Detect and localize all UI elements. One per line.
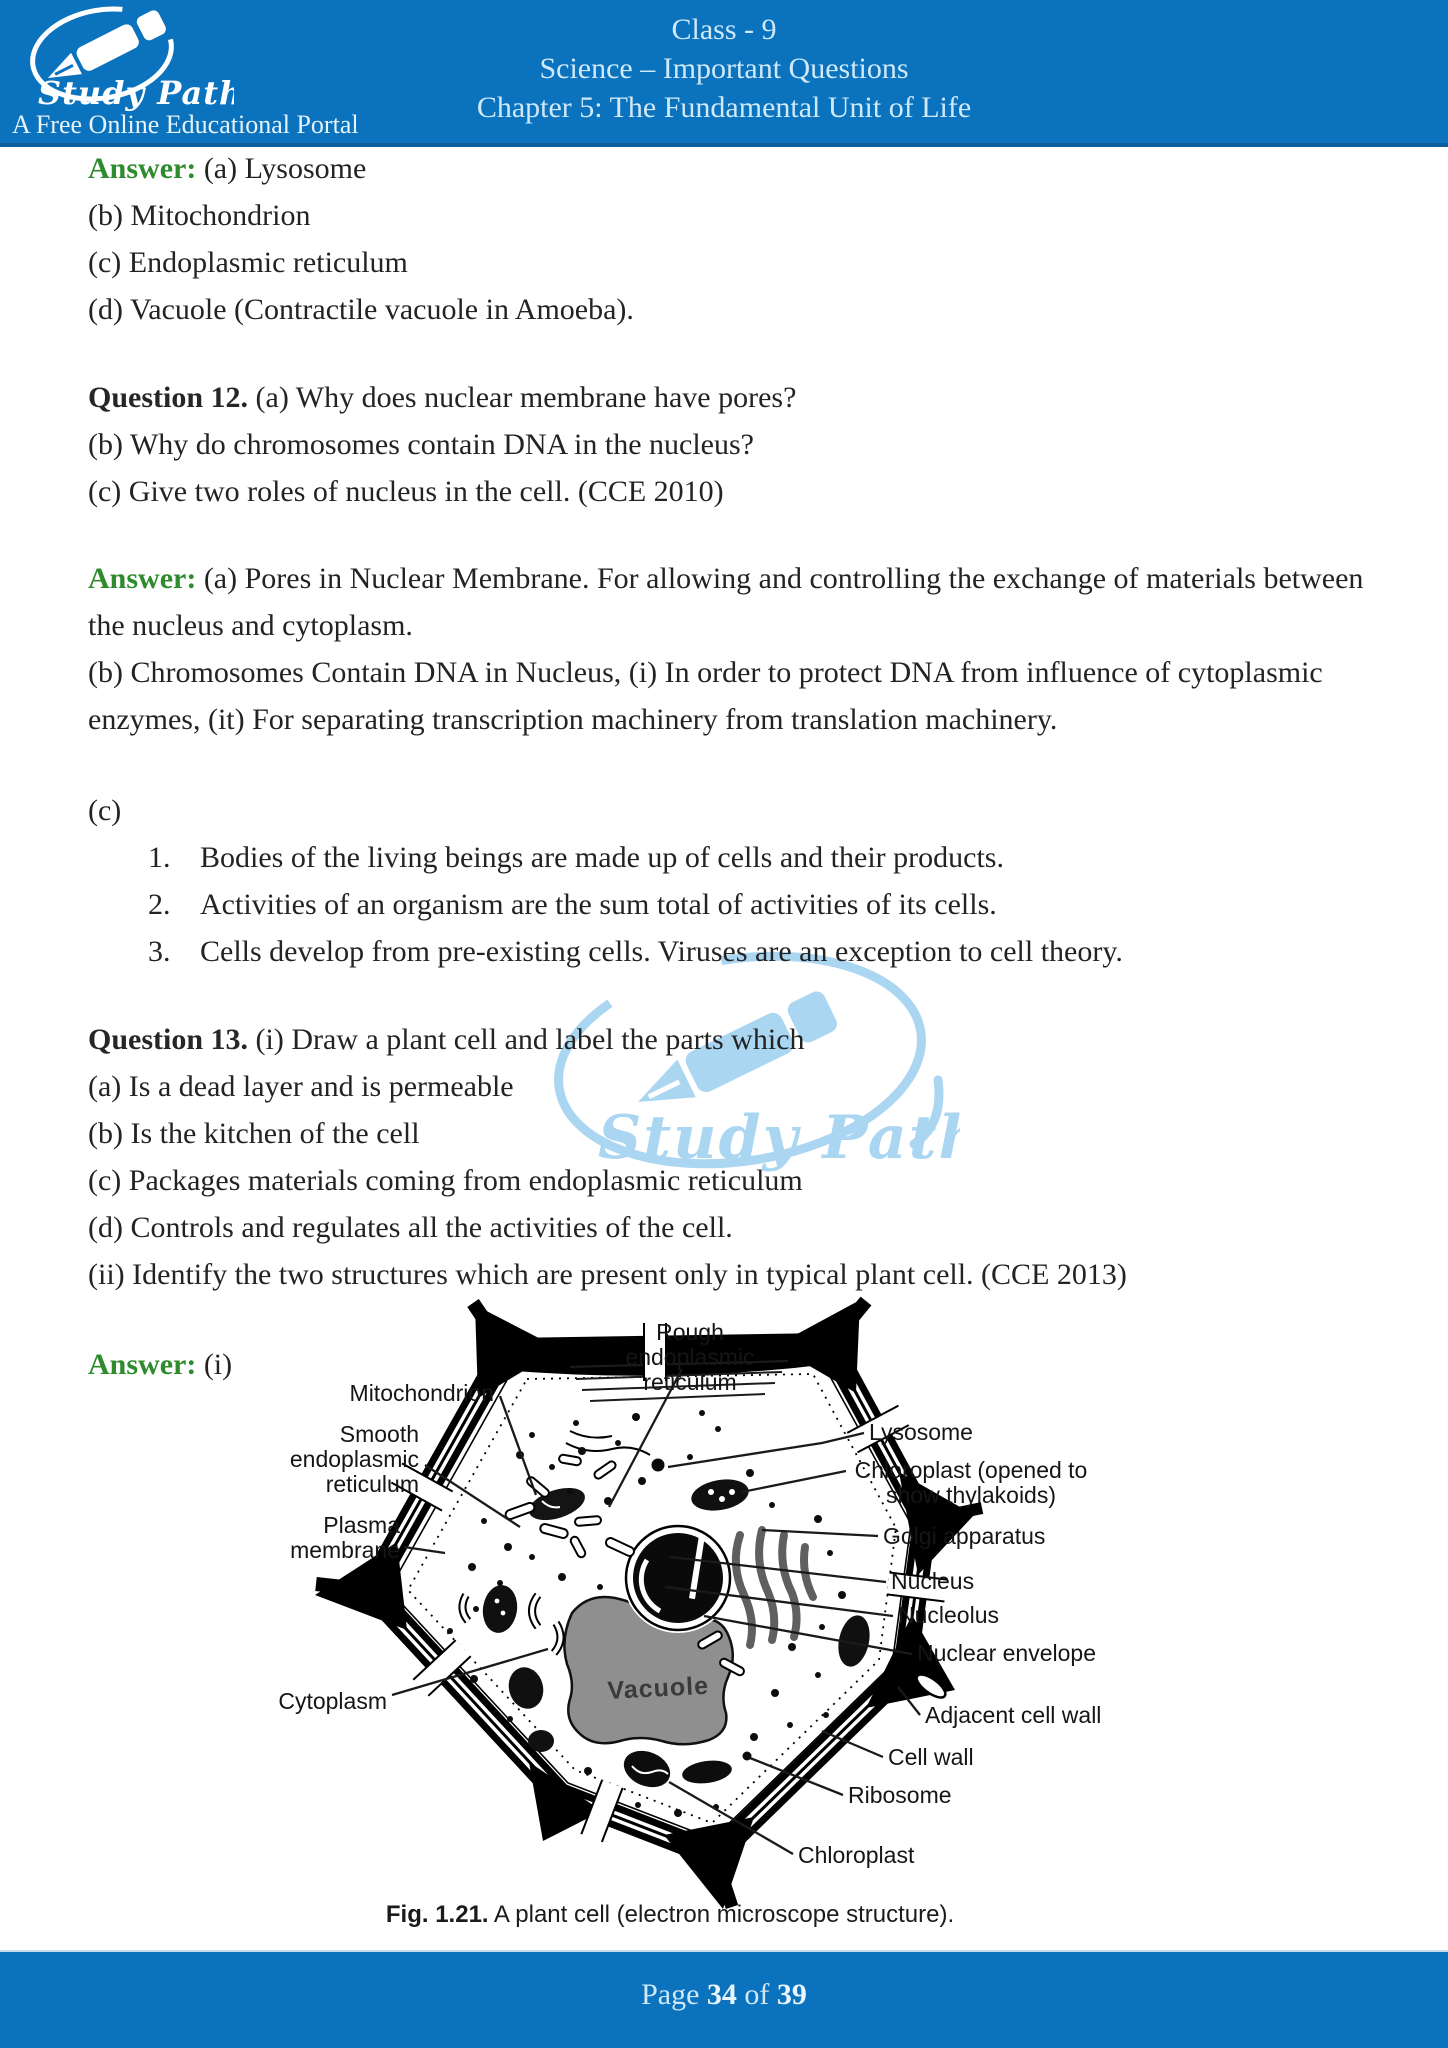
figure-caption-text: A plant cell (electron microscope structure). bbox=[488, 1901, 955, 1928]
answer-13 bbox=[88, 1341, 232, 1388]
list-item: Bodies of the living beings are made up of cells and their products. bbox=[200, 841, 1004, 874]
label-line: Plasma bbox=[323, 1512, 400, 1538]
answer-11 bbox=[88, 145, 366, 192]
header-band bbox=[0, 0, 1448, 147]
label-line: reticulum bbox=[643, 1369, 737, 1395]
label-ribosome: Ribosome bbox=[848, 1782, 952, 1808]
answer-13i: (i) bbox=[196, 1348, 233, 1381]
label-plasma-membrane bbox=[290, 1513, 400, 1563]
answer-12a bbox=[88, 555, 1373, 649]
page-number bbox=[0, 1978, 1448, 2012]
label-line: reticulum bbox=[325, 1471, 419, 1497]
page-total: 39 bbox=[776, 1978, 807, 2011]
question-13ii: (ii) Identify the two structures which are present only in typical plant cell. (CCE 2013) bbox=[88, 1258, 1127, 1291]
plant-cell-figure bbox=[270, 1295, 1150, 1945]
label-rough-er bbox=[590, 1320, 790, 1395]
header-chapter-line: Chapter 5: The Fundamental Unit of Life bbox=[476, 91, 972, 124]
question-13i: (i) Draw a plant cell and label the parts which bbox=[248, 1023, 805, 1056]
label-nucleus: Nucleus bbox=[891, 1568, 975, 1594]
question-13a: (a) Is a dead layer and is permeable bbox=[88, 1070, 514, 1103]
answer-11c: (c) Endoplasmic reticulum bbox=[88, 246, 408, 279]
question-13d: (d) Controls and regulates all the activities of the cell. bbox=[88, 1211, 733, 1244]
question-13 bbox=[88, 1016, 804, 1063]
answer-12a-text: (a) Pores in Nuclear Membrane. For allowing and controlling the exchange of materials between the nucleus and cytoplasm. bbox=[88, 562, 1364, 642]
footer-band bbox=[0, 1950, 1448, 2048]
header-titles bbox=[0, 10, 1448, 127]
answer-11b: (b) Mitochondrion bbox=[88, 199, 311, 232]
label-adjacent-cell-wall: Adjacent cell wall bbox=[925, 1702, 1102, 1728]
label-line: Rough endoplasmic bbox=[625, 1319, 755, 1370]
label-smooth-er bbox=[290, 1422, 419, 1497]
watermark-script: Study Path bbox=[598, 1103, 960, 1173]
label-nuclear-envelope: Nuclear envelope bbox=[917, 1640, 1097, 1666]
label-chloroplast-opened bbox=[848, 1458, 1094, 1508]
nucleus-shape bbox=[623, 1523, 733, 1633]
label-line: membrane bbox=[290, 1537, 400, 1563]
label-line: Smooth bbox=[339, 1421, 419, 1447]
question-12c: (c) Give two roles of nucleus in the cell. (CCE 2010) bbox=[88, 475, 724, 508]
answer-label: Answer: bbox=[88, 562, 197, 595]
question-13b: (b) Is the kitchen of the cell bbox=[88, 1117, 420, 1150]
vacuole-label: Vacuole bbox=[606, 1671, 710, 1705]
list-item-number: 1. bbox=[148, 841, 171, 874]
page-current: 34 bbox=[706, 1978, 737, 2011]
answer-label: Answer: bbox=[88, 1348, 197, 1381]
figure-number: Fig. 1.21. bbox=[385, 1901, 489, 1928]
question-13c: (c) Packages materials coming from endoplasmic reticulum bbox=[88, 1164, 803, 1197]
answer-label: Answer: bbox=[88, 152, 197, 185]
label-cytoplasm: Cytoplasm bbox=[278, 1688, 387, 1714]
label-line: endoplasmic bbox=[289, 1446, 419, 1472]
label-chloroplast: Chloroplast bbox=[798, 1842, 915, 1868]
question-12 bbox=[88, 374, 796, 421]
label-cell-wall: Cell wall bbox=[888, 1744, 974, 1770]
answer-11a: (a) Lysosome bbox=[196, 152, 367, 185]
list-item: Cells develop from pre-existing cells. Viruses are an exception to cell theory. bbox=[200, 935, 1123, 968]
list-item-number: 3. bbox=[148, 935, 171, 968]
figure-caption bbox=[290, 1901, 1050, 1929]
label-line: Chloroplast (opened to bbox=[854, 1457, 1088, 1483]
question-12-label: Question 12. bbox=[88, 381, 249, 414]
list-item: Activities of an organism are the sum total of activities of its cells. bbox=[200, 888, 997, 921]
lysosome-shape bbox=[652, 1459, 665, 1472]
brand-tagline: A Free Online Educational Portal bbox=[12, 110, 359, 139]
answer-12b: (b) Chromosomes Contain DNA in Nucleus, (i) In order to protect DNA from influence of cytoplasmic enzymes, (it) For separating transcription machinery from translation machinery. bbox=[88, 656, 1323, 736]
header-subject-line: Science – Important Questions bbox=[539, 52, 909, 85]
answer-11d: (d) Vacuole (Contractile vacuole in Amoeba). bbox=[88, 293, 634, 326]
label-nucleolus: Nucleolus bbox=[898, 1602, 999, 1628]
label-golgi: Golgi apparatus bbox=[883, 1523, 1046, 1549]
brand-script: Study Path bbox=[38, 74, 234, 112]
list-item-number: 2. bbox=[148, 888, 171, 921]
question-13-label: Question 13. bbox=[88, 1023, 249, 1056]
question-12b: (b) Why do chromosomes contain DNA in the nucleus? bbox=[88, 428, 754, 461]
answer-12c: (c) bbox=[88, 794, 122, 827]
question-12a: (a) Why does nuclear membrane have pores? bbox=[248, 381, 797, 414]
page-of: of bbox=[736, 1978, 777, 2011]
label-lysosome: Lysosome bbox=[869, 1419, 973, 1445]
label-mitochondrion: Mitochondrion bbox=[349, 1380, 494, 1406]
label-line: show thylakoids) bbox=[885, 1482, 1057, 1508]
header-class-line: Class - 9 bbox=[671, 13, 777, 46]
page-label: Page bbox=[641, 1978, 707, 2011]
